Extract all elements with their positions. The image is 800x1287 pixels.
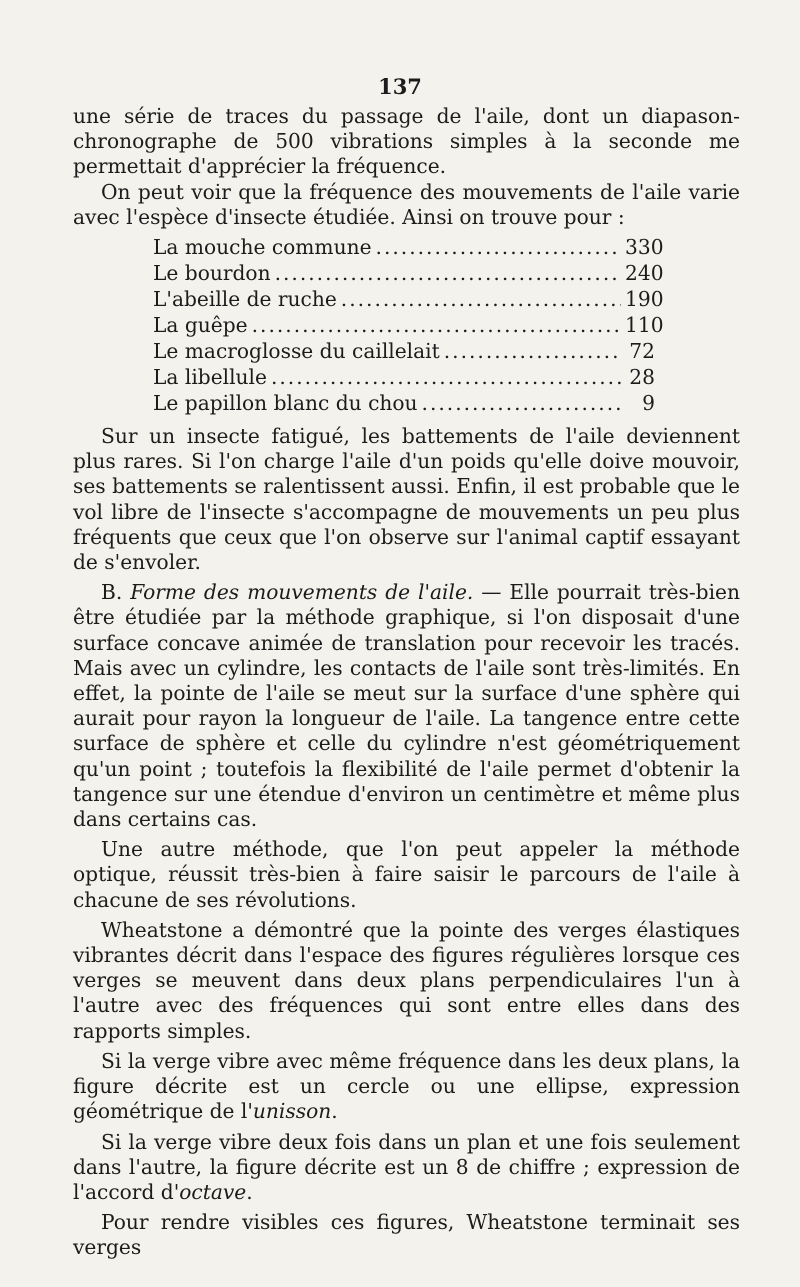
insect-name: L'abeille de ruche (153, 287, 337, 312)
unison-text: Si la verge vibre avec même fréquence dans les deux plans, la figure décrite est un cercle ou une ellipse, expression géométrique de l' (73, 1048, 740, 1124)
insect-name: La mouche commune (153, 235, 372, 260)
page-number: 137 (378, 74, 422, 99)
paragraph-visible-figures: Pour rendre visibles ces figures, Wheatstone terminait ses verges (73, 1210, 740, 1260)
table-row (73, 391, 740, 417)
paragraph-wheatstone: Wheatstone a démontré que la pointe des verges élastiques vibrantes décrit dans l'espace des figures régulières lorsque ces verges se meuvent dans deux plans perpendiculaires l'un à l'autre avec des fréquences qui sont entre elles dans des rapports simples. (73, 917, 740, 1043)
frequency-value: 240 (625, 261, 664, 286)
leader-dots (444, 339, 621, 364)
table-row (73, 261, 740, 287)
leader-dots (341, 287, 621, 312)
table-row (73, 313, 740, 339)
paragraph-wing-movement-form (73, 580, 740, 832)
table-row (73, 365, 740, 391)
frequency-value: 190 (625, 287, 664, 312)
insect-name: La guêpe (153, 313, 248, 338)
insect-name: Le papillon blanc du chou (153, 391, 418, 416)
leader-dots (271, 365, 621, 390)
frequency-value: 28 (629, 365, 655, 390)
paragraph-optical-method: Une autre méthode, que l'on peut appeler la méthode optique, réussit très-bien à faire saisir le parcours de l'aile à chacune de ses révolutions. (73, 837, 740, 912)
frequency-table (73, 235, 740, 417)
leader-dots (275, 261, 621, 286)
unison-term: unisson (252, 1099, 332, 1124)
insect-name: Le bourdon (153, 261, 271, 286)
frequency-value: 330 (625, 235, 664, 260)
paragraph-octave: Si la verge vibre deux fois dans un plan et une fois seulement dans l'autre, la figure décrite est un 8 de chiffre ; expression de l'accord d'octave. (73, 1129, 740, 1204)
table-row (73, 339, 740, 365)
leader-dots (422, 391, 621, 416)
table-row (73, 287, 740, 313)
frequency-value: 110 (625, 313, 664, 338)
octave-term: octave (179, 1179, 247, 1204)
paragraph-frequency-intro: On peut voir que la fréquence des mouvements de l'aile varie avec l'espèce d'insecte étudiée. Ainsi on trouve pour : (73, 179, 740, 229)
section-title: Forme des mouvements de l'aile. (130, 580, 474, 605)
paragraph-fatigue: Sur un insecte fatigué, les battements de l'aile deviennent plus rares. Si l'on charge l'aile d'un poids qu'elle doive mouvoir, ses battements se ralentissent aussi. Enfin, il est probable que le vol libre de l'insecte s'accompagne de mouvements un peu plus fréquents que ceux que l'on observe sur l'animal captif essayant de s'envoler. (73, 424, 740, 575)
section-text: — Elle pourrait très-bien être étudiée par la méthode graphique, si l'on disposait d'une surface concave animée de translation pour recevoir les tracés. Mais avec un cylindre, les contacts de l'aile sont très-limités. En effet, la pointe de l'aile se meut sur la surface d'une sphère qui aurait pour rayon la longueur de l'aile. La tangence entre cette surface de sphère et celle du cylindre n'est géométriquement qu'un point ; toutefois la flexibilité de l'aile permet d'obtenir la tangence sur une étendue d'environ un centimètre et même plus dans certains cas. (73, 580, 741, 832)
leader-dots (252, 313, 621, 338)
paragraph-continuation: une série de traces du passage de l'aile, dont un diapason-chronographe de 500 vibrations simples à la seconde me permettait d'apprécier la fréquence. (73, 104, 740, 179)
table-row (73, 235, 740, 261)
insect-name: Le macroglosse du caillelait (153, 339, 440, 364)
paragraph-unison: Si la verge vibre avec même fréquence dans les deux plans, la figure décrite est un cercle ou une ellipse, expression géométrique de l'unisson. (73, 1048, 740, 1124)
octave-text: Si la verge vibre deux fois dans un plan et une fois seulement dans l'autre, la figure décrite est un 8 de chiffre ; expression de l'accord d' (73, 1129, 740, 1204)
leader-dots (376, 235, 621, 260)
frequency-value: 9 (642, 391, 655, 416)
frequency-value: 72 (629, 339, 655, 364)
insect-name: La libellule (153, 365, 267, 390)
section-label: B. (101, 580, 123, 605)
body-text (73, 104, 740, 1261)
